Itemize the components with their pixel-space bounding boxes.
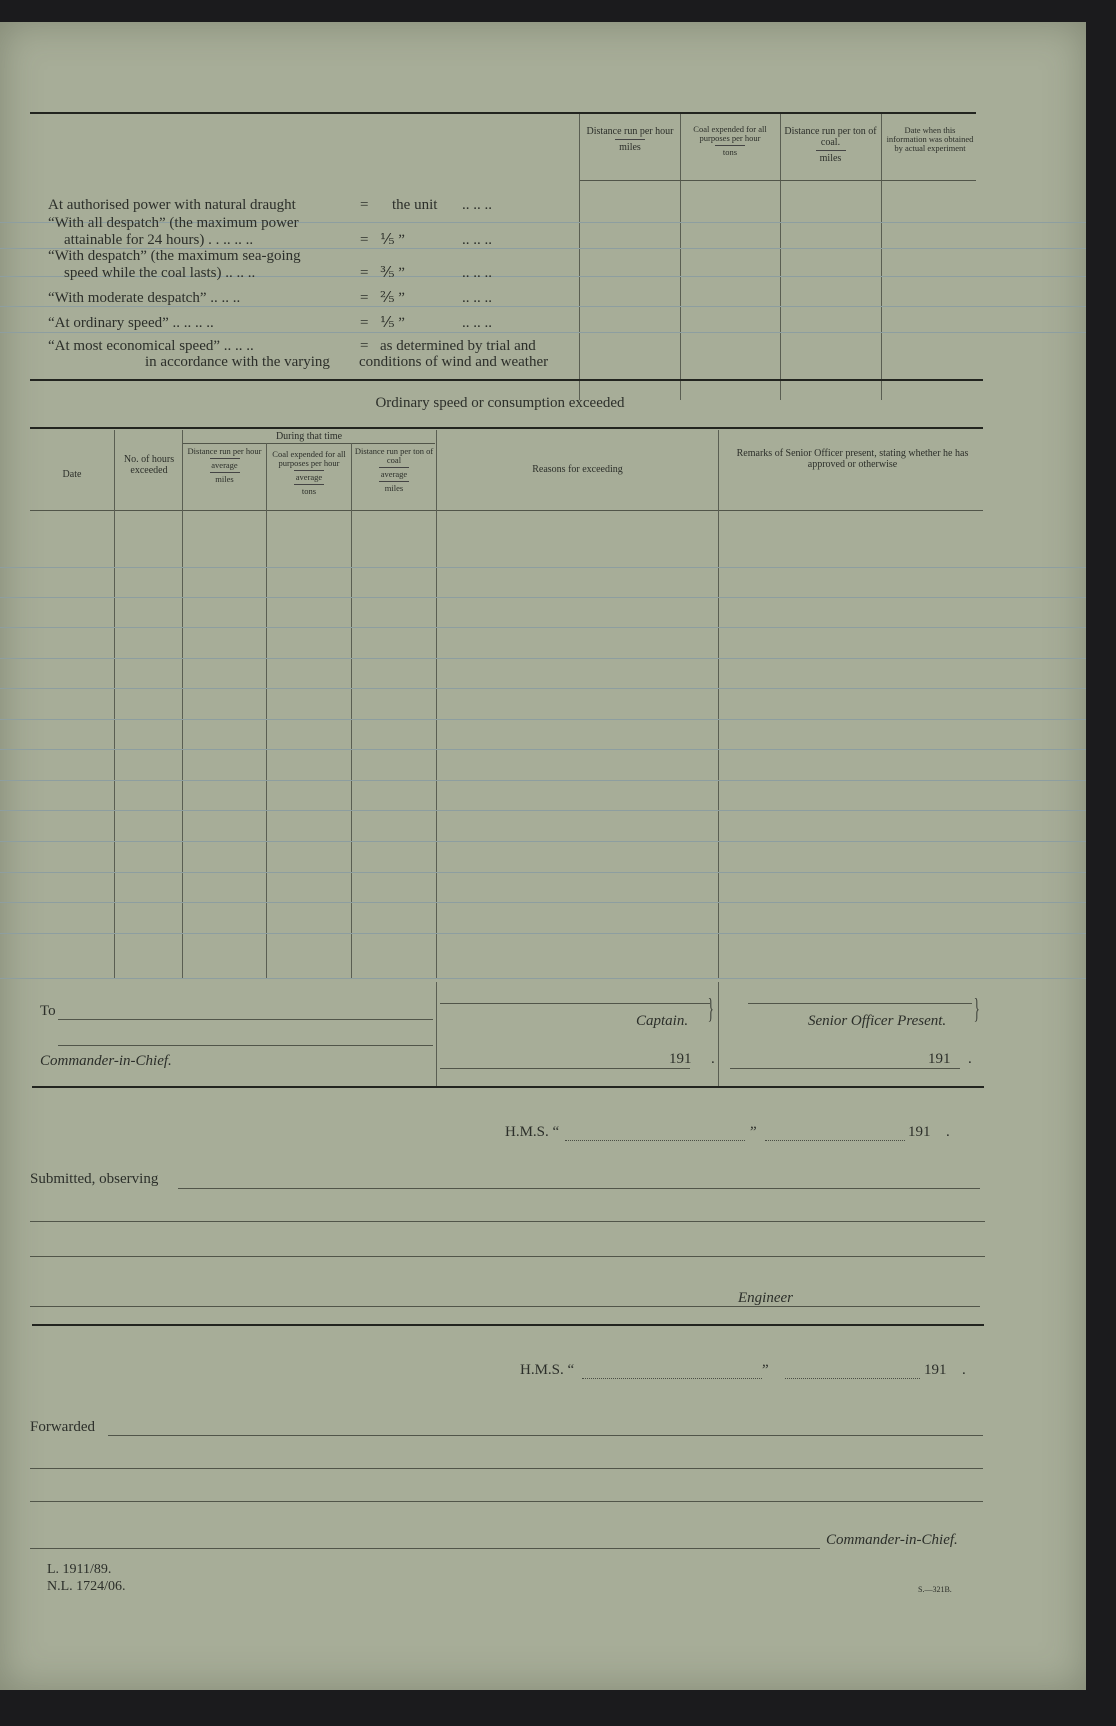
row-val: ⅕ ” bbox=[380, 232, 405, 248]
row-dots: .. .. .. bbox=[462, 232, 492, 248]
to-line-2[interactable] bbox=[58, 1045, 433, 1046]
forwarded-line[interactable] bbox=[108, 1435, 983, 1436]
to-line[interactable] bbox=[58, 1019, 433, 1020]
row-val: the unit bbox=[392, 197, 438, 213]
submitted-line-2[interactable] bbox=[30, 1221, 985, 1222]
ruled-line bbox=[0, 978, 1086, 979]
row-economical-l2: in accordance with the varying bbox=[145, 354, 330, 370]
sig-col-line bbox=[718, 982, 719, 1088]
engineer-line[interactable] bbox=[30, 1306, 980, 1307]
captain-sign-line[interactable] bbox=[440, 1003, 710, 1004]
row-all-despatch: “With all despatch” (the maximum power bbox=[48, 215, 299, 231]
row-dots: .. .. .. bbox=[462, 265, 492, 281]
brace: } bbox=[707, 994, 714, 1025]
year-label: 191 bbox=[669, 1051, 692, 1067]
row-despatch: “With despatch” (the maximum sea-going bbox=[48, 248, 301, 264]
ship-name-line[interactable] bbox=[582, 1378, 762, 1379]
close-quote: ” bbox=[750, 1124, 757, 1140]
row-eq: = bbox=[360, 232, 369, 248]
row-dots: .. .. .. bbox=[462, 197, 492, 213]
ruled-line bbox=[0, 933, 1086, 934]
ruled-line bbox=[0, 810, 1086, 811]
during-that-time: During that time bbox=[275, 431, 343, 442]
senior-date-line[interactable] bbox=[730, 1068, 960, 1069]
header-distance-run-avg: Distance run per hour average miles bbox=[187, 446, 262, 484]
senior-officer-label: Senior Officer Present. bbox=[808, 1013, 947, 1029]
submitted-line-3[interactable] bbox=[30, 1256, 985, 1257]
ref-1: L. 1911/89. bbox=[47, 1562, 112, 1577]
forwarded-line-2[interactable] bbox=[30, 1468, 983, 1469]
header-distance-ton-avg: Distance run per ton of coal average miles bbox=[354, 446, 434, 493]
ruled-line bbox=[0, 841, 1086, 842]
date-line[interactable] bbox=[785, 1378, 920, 1379]
ref-2: N.L. 1724/06. bbox=[47, 1579, 126, 1594]
row-ordinary-speed: “At ordinary speed” .. .. .. .. bbox=[48, 315, 214, 331]
ruled-line bbox=[0, 749, 1086, 750]
ruled-line bbox=[0, 658, 1086, 659]
row-authorised-power: At authorised power with natural draught bbox=[48, 197, 296, 213]
dot: . bbox=[962, 1362, 966, 1378]
ruled-line bbox=[0, 597, 1086, 598]
ruled-line bbox=[0, 306, 1086, 307]
date-line[interactable] bbox=[765, 1140, 905, 1141]
year-label: 191 bbox=[928, 1051, 951, 1067]
header-hours-exceeded: No. of hours exceeded bbox=[123, 454, 175, 476]
dot: . bbox=[711, 1051, 715, 1067]
senior-sign-line[interactable] bbox=[748, 1003, 972, 1004]
ruled-line bbox=[0, 688, 1086, 689]
submit-bottom-rule bbox=[32, 1324, 984, 1326]
table1-col-line bbox=[680, 114, 681, 400]
captain-date-line[interactable] bbox=[440, 1068, 690, 1069]
header-date: Date bbox=[62, 469, 82, 480]
row-val: ⅕ ” bbox=[380, 315, 405, 331]
table1-divider bbox=[579, 114, 580, 400]
dot: . bbox=[968, 1051, 972, 1067]
sig-col-line bbox=[436, 982, 437, 1088]
cinc-line[interactable] bbox=[30, 1548, 820, 1549]
captain-label: Captain. bbox=[636, 1013, 689, 1029]
header-date-obtained: Date when this information was obtained by actual experiment bbox=[886, 125, 974, 153]
hms-label: H.M.S. “ bbox=[505, 1124, 560, 1140]
row-dots: .. .. .. bbox=[462, 315, 492, 331]
row-despatch-l2: speed while the coal lasts) .. .. .. bbox=[64, 265, 256, 281]
submitted-line[interactable] bbox=[178, 1188, 980, 1189]
ruled-line bbox=[0, 719, 1086, 720]
header-distance-run: Distance run per hour miles bbox=[586, 126, 674, 153]
submitted-label: Submitted, observing bbox=[30, 1171, 159, 1187]
header-reasons: Reasons for exceeding bbox=[532, 464, 623, 475]
dot: . bbox=[946, 1124, 950, 1140]
section2-top-rule bbox=[30, 427, 983, 429]
engineer-label: Engineer bbox=[738, 1290, 793, 1306]
col-line bbox=[114, 430, 115, 978]
row-val: ⅗ ” bbox=[380, 265, 405, 281]
col-line bbox=[351, 443, 352, 978]
ruled-line bbox=[0, 567, 1086, 568]
during-rule bbox=[183, 443, 435, 444]
ruled-line bbox=[0, 902, 1086, 903]
row-eq: = bbox=[360, 197, 369, 213]
row-eq: = bbox=[360, 338, 369, 354]
row-economical-speed: “At most economical speed” .. .. .. bbox=[48, 338, 254, 354]
form-number: S.—321B. bbox=[918, 1585, 952, 1594]
col-line bbox=[718, 430, 719, 978]
ruled-line bbox=[0, 780, 1086, 781]
table1-top-rule bbox=[30, 112, 976, 114]
to-label: To bbox=[40, 1003, 56, 1019]
row-val: ⅖ ” bbox=[380, 290, 405, 306]
row-all-despatch-l2: attainable for 24 hours) . . .. .. .. bbox=[64, 232, 254, 248]
ruled-line bbox=[0, 332, 1086, 333]
header-distance-per-ton: Distance run per ton of coal. miles bbox=[784, 126, 877, 164]
col-line bbox=[266, 443, 267, 978]
col-line bbox=[436, 430, 437, 978]
brace: } bbox=[973, 994, 980, 1025]
year-label: 191 bbox=[924, 1362, 947, 1378]
form-page bbox=[0, 22, 1086, 1690]
cinc-label: Commander-in-Chief. bbox=[40, 1053, 172, 1069]
forwarded-label: Forwarded bbox=[30, 1419, 95, 1435]
hms-label: H.M.S. “ bbox=[520, 1362, 575, 1378]
section2-bottom-rule bbox=[32, 1086, 984, 1088]
ruled-line bbox=[0, 627, 1086, 628]
section2-header-rule bbox=[30, 510, 983, 511]
ship-name-line[interactable] bbox=[565, 1140, 745, 1141]
row-dots: .. .. .. bbox=[462, 290, 492, 306]
table1-header-rule bbox=[580, 180, 976, 181]
section2-title: Ordinary speed or consumption exceeded bbox=[375, 395, 625, 411]
year-label: 191 bbox=[908, 1124, 931, 1140]
header-coal-expended: Coal expended for all purposes per hour tons bbox=[693, 124, 767, 157]
row-moderate-despatch: “With moderate despatch” .. .. .. bbox=[48, 290, 241, 306]
ruled-line bbox=[0, 872, 1086, 873]
cinc-label: Commander-in-Chief. bbox=[826, 1532, 958, 1548]
header-remarks: Remarks of Senior Officer present, stating whether he has approved or otherwise bbox=[736, 448, 969, 470]
table1-bottom-rule bbox=[30, 379, 983, 381]
forwarded-line-3[interactable] bbox=[30, 1501, 983, 1502]
header-coal-avg: Coal expended for all purposes per hour average tons bbox=[272, 449, 346, 496]
close-quote: ” bbox=[762, 1362, 769, 1378]
row-eq: = bbox=[360, 265, 369, 281]
col-line bbox=[182, 430, 183, 978]
table1-col-line bbox=[780, 114, 781, 400]
row-val: as determined by trial and bbox=[380, 338, 536, 354]
table1-col-line bbox=[881, 114, 882, 400]
row-eq: = bbox=[360, 315, 369, 331]
row-conditions: conditions of wind and weather bbox=[359, 354, 549, 370]
row-eq: = bbox=[360, 290, 369, 306]
